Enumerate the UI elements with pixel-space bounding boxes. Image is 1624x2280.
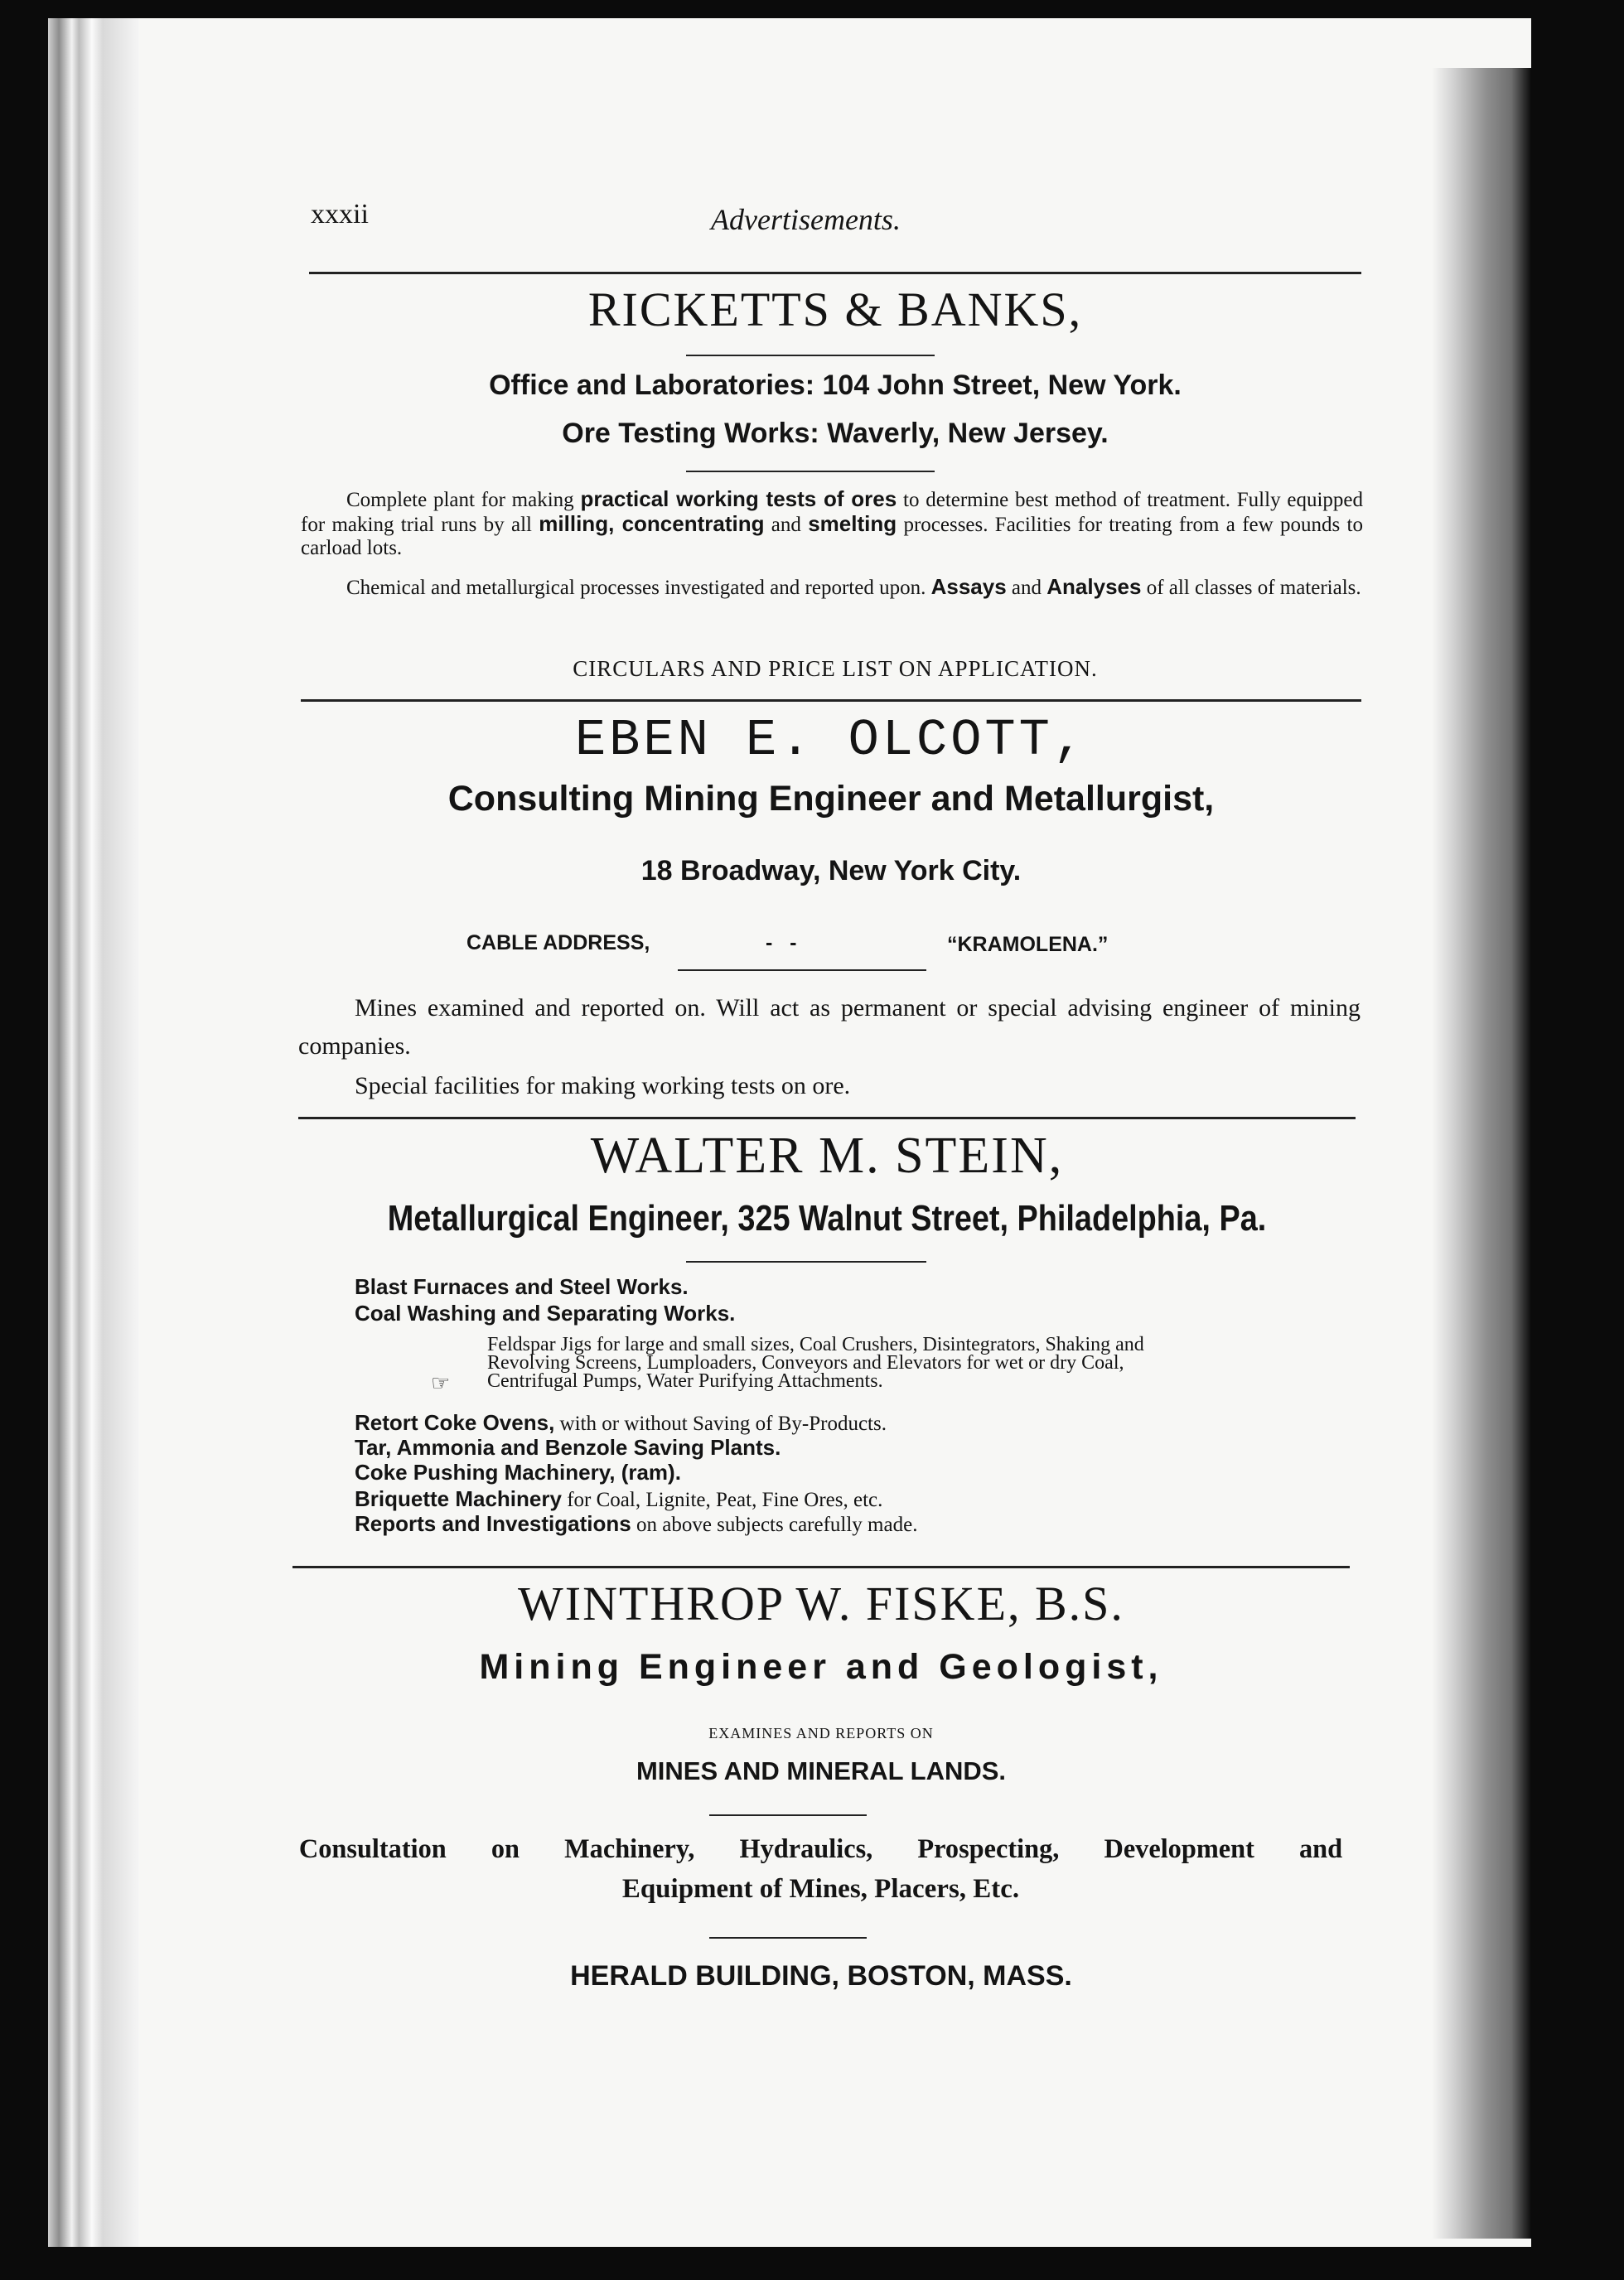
stein-subitem: Feldspar Jigs for large and small sizes, Coal Crushers, Disintegrators, Shaking and: [487, 1334, 1144, 1355]
olcott-paragraph-2: Special facilities for making working tests on ore.: [355, 1072, 851, 1099]
divider: [678, 969, 926, 971]
fiske-title: Mining Engineer and Geologist,: [479, 1647, 1163, 1687]
olcott-name: EBEN E. OLCOTT,: [574, 711, 1088, 770]
divider: [686, 471, 935, 472]
stein-item: [355, 1301, 735, 1326]
stein-item: [355, 1435, 781, 1461]
bold-text-run: Blast Furnaces and Steel Works.: [355, 1274, 689, 1299]
text-run: and: [764, 514, 809, 536]
bold-text-run: Analyses: [1046, 574, 1142, 599]
bold-text-run: Reports and Investigations: [355, 1511, 631, 1536]
text-run: for Coal, Lignite, Peat, Fine Ores, etc.: [561, 1489, 883, 1511]
section-rule: [298, 1117, 1356, 1119]
ricketts-works: Ore Testing Works: Waverly, New Jersey.: [562, 418, 1109, 449]
stein-name: WALTER M. STEIN,: [590, 1128, 1064, 1184]
stein-item: [355, 1486, 882, 1512]
bold-text-run: Assays: [930, 574, 1007, 599]
text-run: processes. Facilities for treating from a few pounds to carload lots.: [301, 514, 1363, 559]
header-rule: [309, 272, 1361, 274]
ricketts-paragraph-2: [301, 575, 1363, 600]
bold-text-run: Coal Washing and Separating Works.: [355, 1301, 736, 1326]
divider: [686, 1261, 926, 1263]
fiske-lands: MINES AND MINERAL LANDS.: [636, 1756, 1007, 1785]
text-run: to determine best method of treatment. Fully equipped for making trial runs by all: [301, 489, 1363, 536]
ricketts-name: RICKETTS & BANKS,: [587, 283, 1083, 336]
bold-text-run: Coke Pushing Machinery, (ram).: [355, 1460, 681, 1485]
text-run: on above subjects carefully made.: [631, 1514, 918, 1536]
ricketts-office: Office and Laboratories: 104 John Street, New York.: [489, 370, 1182, 401]
section-rule: [301, 699, 1361, 702]
olcott-address: 18 Broadway, New York City.: [640, 855, 1022, 886]
stein-item: [355, 1460, 681, 1485]
cable-label: CABLE ADDRESS,: [466, 931, 650, 954]
stein-item: [355, 1511, 917, 1537]
divider: [709, 1814, 867, 1816]
page-content: [48, 18, 1531, 2247]
bold-text-run: Briquette Machinery: [355, 1486, 562, 1511]
text-run: Chemical and metallurgical processes investigated and reported upon.: [346, 577, 931, 599]
pointing-hand-icon: ☞: [431, 1371, 451, 1395]
bold-text-run: Tar, Ammonia and Benzole Saving Plants.: [355, 1435, 781, 1460]
stein-title: Metallurgical Engineer, 325 Walnut Street, Philadelphia, Pa.: [387, 1198, 1267, 1239]
olcott-paragraph-1: Mines examined and reported on. Will act as permanent or special advising engineer of mining companies.: [298, 994, 1361, 1060]
text-run: with or without Saving of By-Products.: [554, 1413, 887, 1435]
fiske-name: WINTHROP W. FISKE, B.S.: [518, 1577, 1124, 1630]
fiske-consultation-line-2: Equipment of Mines, Placers, Etc.: [621, 1874, 1020, 1904]
fiske-address: HERALD BUILDING, BOSTON, MASS.: [570, 1960, 1072, 1992]
scanned-page: [48, 18, 1531, 2247]
ricketts-circulars: CIRCULARS AND PRICE LIST ON APPLICATION.: [573, 656, 1098, 681]
text-run: Complete plant for making: [346, 489, 581, 511]
bold-text-run: smelting: [808, 511, 897, 536]
stein-subitem: Centrifugal Pumps, Water Purifying Attachments.: [487, 1370, 883, 1392]
text-run: and: [1006, 577, 1047, 599]
stein-subitem: Revolving Screens, Lumploaders, Conveyors and Elevators for wet or dry Coal,: [487, 1352, 1124, 1374]
stein-item: [355, 1410, 887, 1436]
text-run: of all classes of materials.: [1141, 577, 1361, 599]
olcott-title: Consulting Mining Engineer and Metallurgist,: [447, 779, 1215, 819]
ricketts-paragraph-1: [301, 487, 1363, 560]
bold-text-run: Retort Coke Ovens,: [355, 1410, 555, 1435]
cable-address: “KRAMOLENA.”: [947, 933, 1109, 956]
fiske-consultation-line-1: Consultation on Machinery, Hydraulics, Prospecting, Development and: [298, 1834, 1343, 1864]
fiske-examines: EXAMINES AND REPORTS ON: [708, 1725, 934, 1741]
divider: [686, 355, 935, 356]
bold-text-run: milling, concentrating: [539, 511, 765, 536]
running-header: Advertisements.: [711, 203, 901, 236]
cable-dashes: - -: [766, 931, 797, 954]
page-number: xxxii: [311, 199, 369, 229]
stein-item: [355, 1274, 689, 1300]
divider: [709, 1937, 867, 1939]
bold-text-run: practical working tests of ores: [580, 486, 897, 511]
section-rule: [292, 1566, 1350, 1568]
